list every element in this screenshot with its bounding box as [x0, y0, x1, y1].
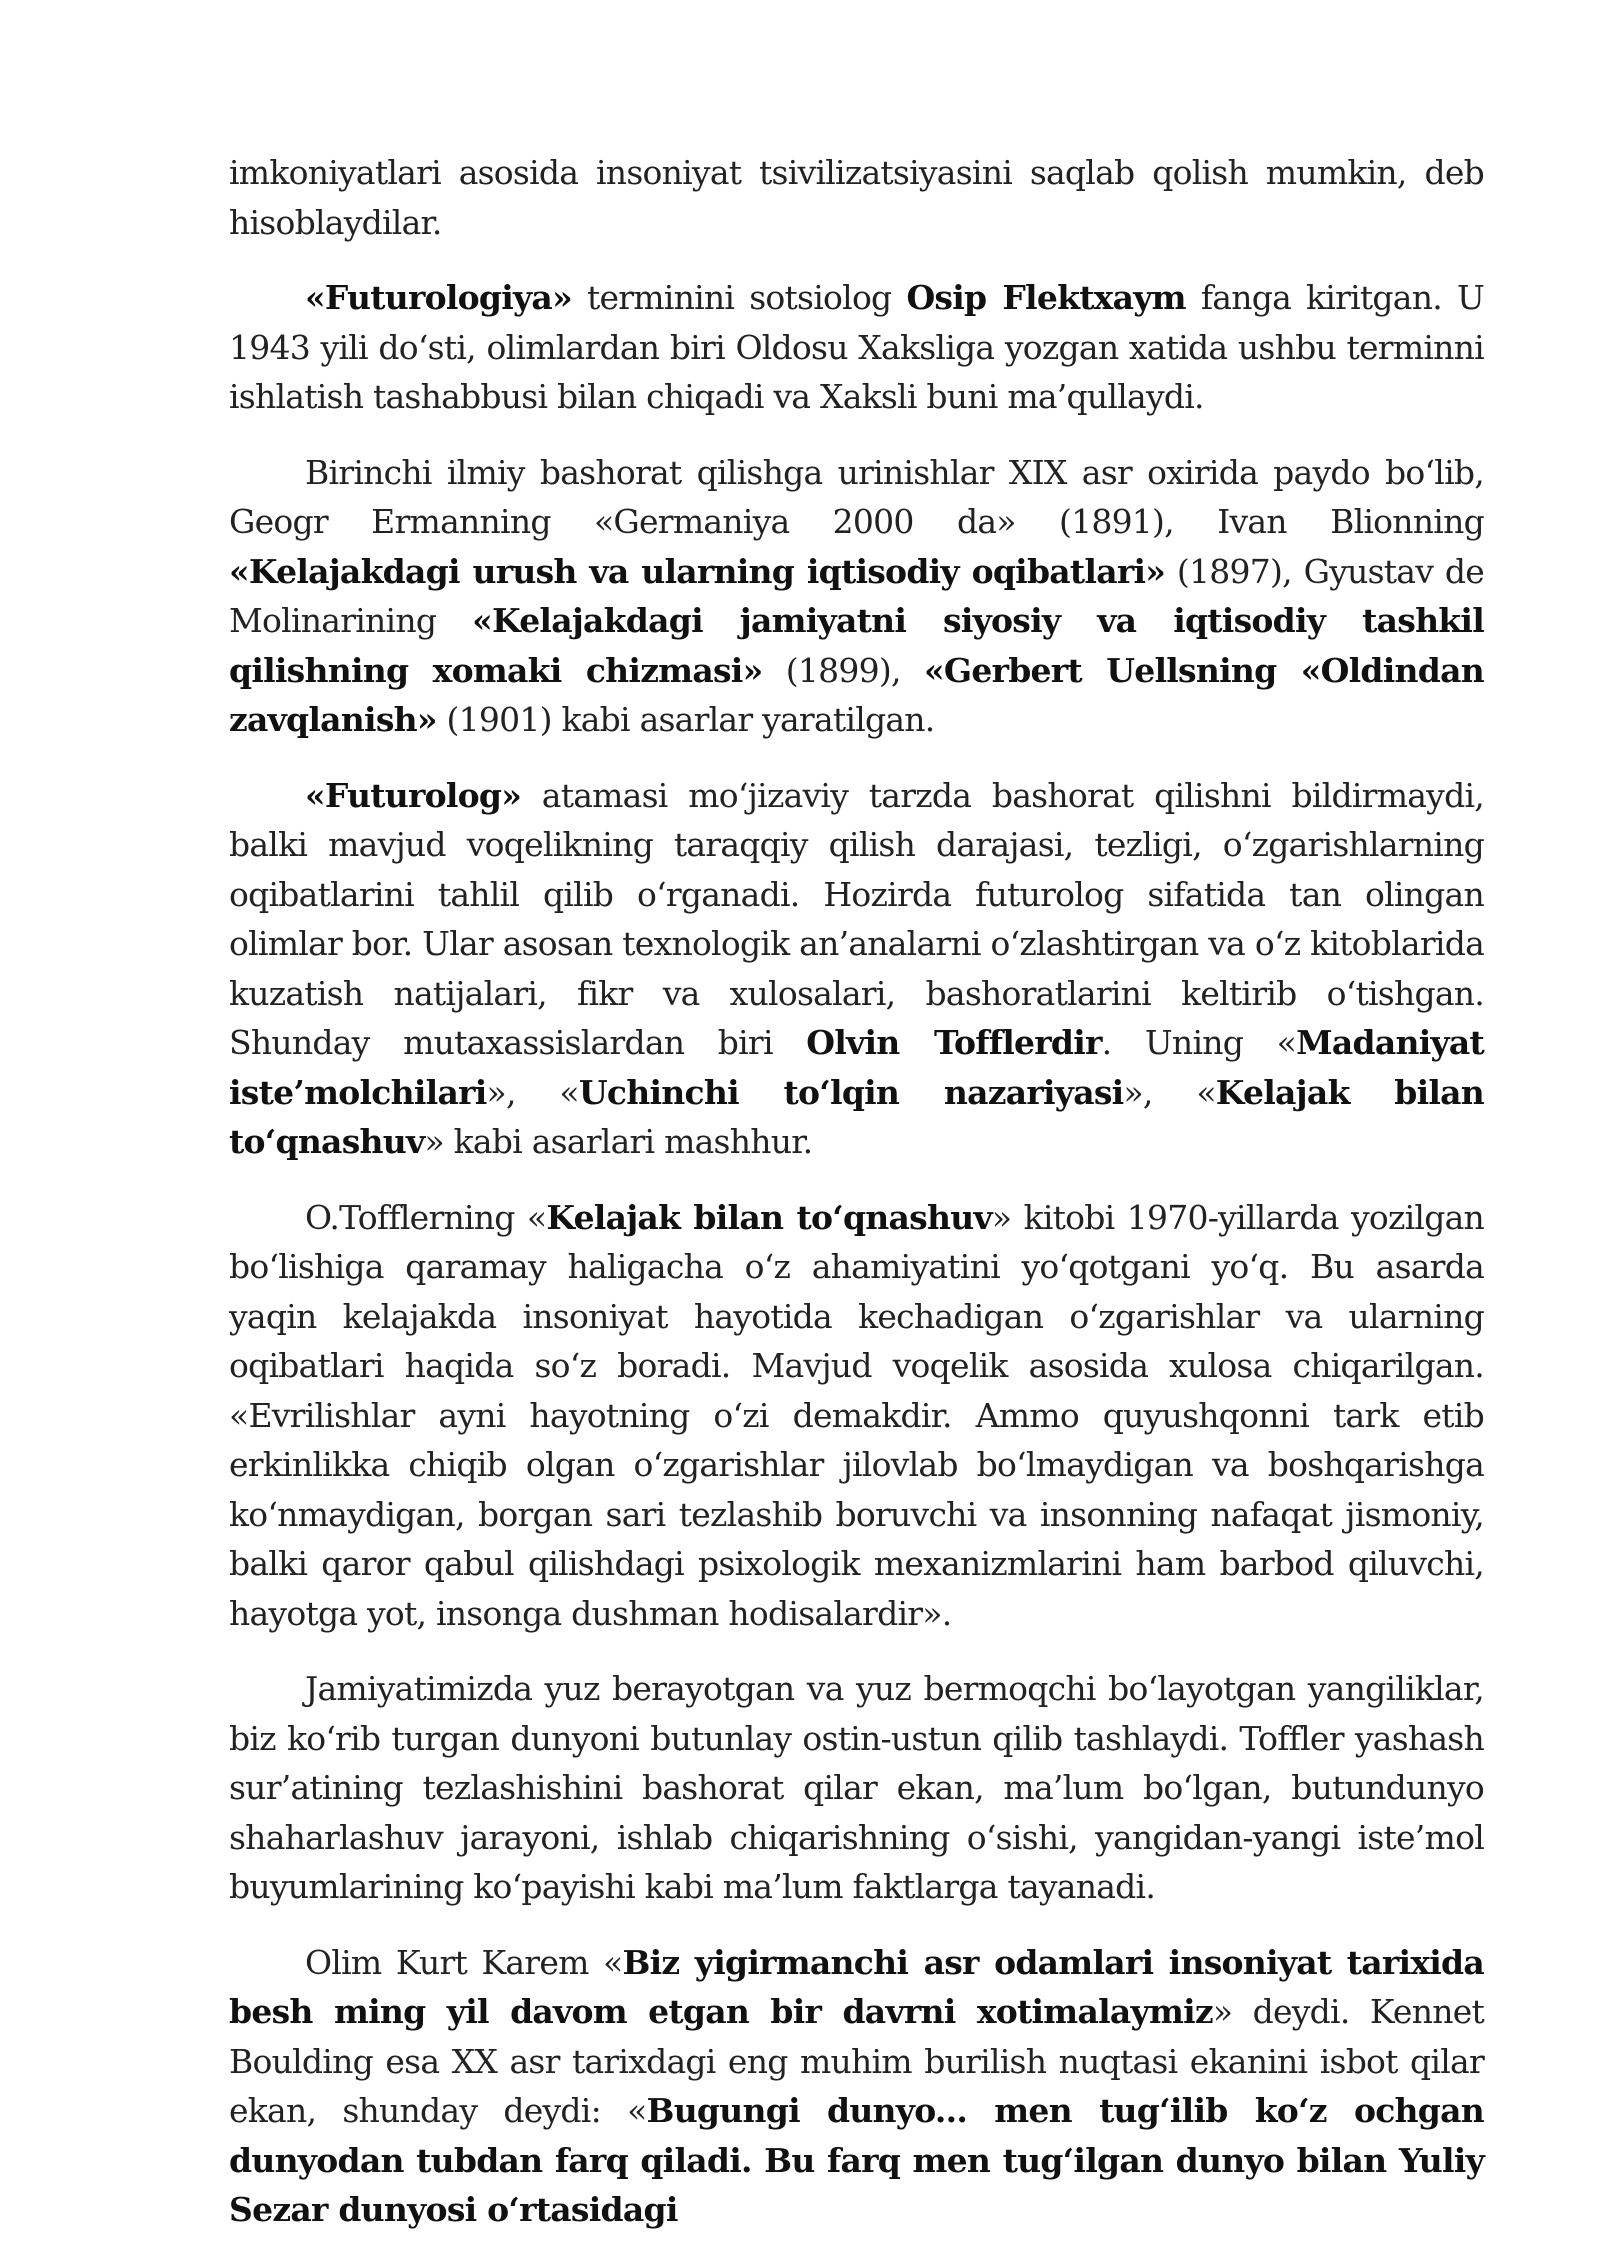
text-segment: O.Tofflerning « [305, 1197, 547, 1237]
paragraph-7 [229, 1938, 1484, 2235]
text-segment: » kitobi 1970-yillarda yozilgan bo‘lishiga qaramay haligacha o‘z ahamiyatini yo‘qotgani yo‘q. Bu asarda yaqin kelajakda insoniyat hayotida kechadigan o‘zgarishlar va ularning oqibatlari haqida so‘z boradi. Mavjud voqelik asosida xulosa chiqarilgan. «Evrilishlar ayni hayotning o‘zi demakdir. Ammo quyushqonni tark etib erkinlikka chiqib olgan o‘zgarishlar jilovlab bo‘lmaydigan va boshqarishga ko‘nmaydigan, borgan sari tezlashib boruvchi va insonning nafaqat jismoniy, balki qaror qabul qilishdagi psixologik mexanizmlarini ham barbod qiluvchi, hayotga yot, insonga dushman hodisalardir». [229, 1197, 1484, 1633]
bold-title: «Gerbert Uellsning «Oldindan zavqlanish» [229, 650, 1484, 739]
text-segment: (1899), [762, 650, 925, 690]
text-segment: . Uning « [1101, 1023, 1297, 1062]
bold-title: Uchinchi to‘lqin nazariyasi [578, 1072, 1124, 1112]
text-segment: fanga kiritgan. U 1943 yili do‘sti, olimlardan biri Oldosu Xaksliga yozgan xatida ushbu terminni ishlatish tashabbusi bilan chiqadi va Xaksli buni ma’qullaydi. [229, 278, 1485, 416]
text-segment: Birinchi ilmiy bashorat qilishga urinishlar XIX asr oxirida paydo bo‘lib, Geogr Ermanning «Germaniya 2000 da» (1891), Ivan Blionning [229, 452, 1484, 541]
paragraph-3 [229, 448, 1484, 745]
bold-term: «Futurolog» [305, 775, 522, 815]
bold-title: «Kelajakdagi jamiyatni siyosiy va iqtisodiy tashkil qilishning xomaki chizmasi» [229, 601, 1484, 690]
text-segment: », « [1123, 1072, 1216, 1112]
bold-title: Kelajak bilan to‘qnashuv [229, 1072, 1485, 1161]
paragraph-2 [229, 273, 1484, 422]
text-segment: », « [486, 1072, 579, 1112]
paragraph-6 [229, 1664, 1484, 1912]
text-segment: (1897), Gyustav de Molinarining [229, 551, 1485, 640]
bold-title: Madaniyat iste’molchilari [229, 1023, 1485, 1112]
paragraph-5 [229, 1193, 1484, 1639]
bold-quote: Biz yigirmanchi asr odamlari insoniyat tarixida besh ming yil davom etgan bir davrni xotimalaymiz [229, 1942, 1484, 2031]
document-page [229, 148, 1484, 2261]
bold-title: Kelajak bilan to‘qnashuv [546, 1197, 992, 1237]
bold-title: «Kelajakdagi urush va ularning iqtisodiy oqibatlari» [229, 551, 1166, 591]
text-segment: Jamiyatimizda yuz berayotgan va yuz bermoqchi bo‘layotgan yangiliklar, biz ko‘rib turgan dunyoni butunlay ostin-ustun qilib tashlaydi. Toffler yashash sur’atining tezlashishini bashorat qilar ekan, ma’lum bo‘lgan, butundunyo shaharlashuv jarayoni, ishlab chiqarishning o‘sishi, yangidan-yangi iste’mol buyumlarining ko‘payishi kabi ma’lum faktlarga tayanadi. [229, 1669, 1484, 1906]
text-segment: » kabi asarlari mashhur. [424, 1122, 813, 1161]
text-segment: terminini sotsiolog [571, 278, 907, 317]
bold-name: Olvin Tofflerdir [806, 1023, 1102, 1062]
text-segment: Olim Kurt Karem « [305, 1942, 623, 1982]
bold-quote: Bugungi dunyo... men tug‘ilib ko‘z ochgan dunyodan tubdan farq qiladi. Bu farq men tug‘ilgan dunyo bilan Yuliy Sezar dunyosi o‘rtasidagi [229, 2091, 1484, 2229]
paragraph-4 [229, 771, 1484, 1167]
text-segment: imkoniyatlari asosida insoniyat tsivilizatsiyasini saqlab qolish mumkin, deb hisoblaydilar. [229, 153, 1484, 242]
text-segment: » deydi. Kennet Boulding esa XX asr tarixdagi eng muhim burilish nuqtasi ekanini isbot qilar ekan, shunday deydi: « [229, 1992, 1485, 2130]
bold-term: «Futurologiya» [305, 278, 572, 317]
text-segment: atamasi mo‘jizaviy tarzda bashorat qilishni bildirmaydi, balki mavjud voqelikning taraqqiy qilish darajasi, tezligi, o‘zgarishlarning oqibatlarini tahlil qilib o‘rganadi. Hozirda futurolog sifatida tan olingan olimlar bor. Ular asosan texnologik an’analarni o‘zlashtirgan va o‘z kitoblarida kuzatish natijalari, fikr va xulosalari, bashoratlarini keltirib o‘tishgan. Shunday mutaxassislardan biri [229, 775, 1484, 1062]
text-segment: (1901) kabi asarlar yaratilgan. [436, 700, 935, 739]
bold-name: Osip Flektxaym [906, 278, 1186, 317]
paragraph-1 [229, 148, 1484, 247]
